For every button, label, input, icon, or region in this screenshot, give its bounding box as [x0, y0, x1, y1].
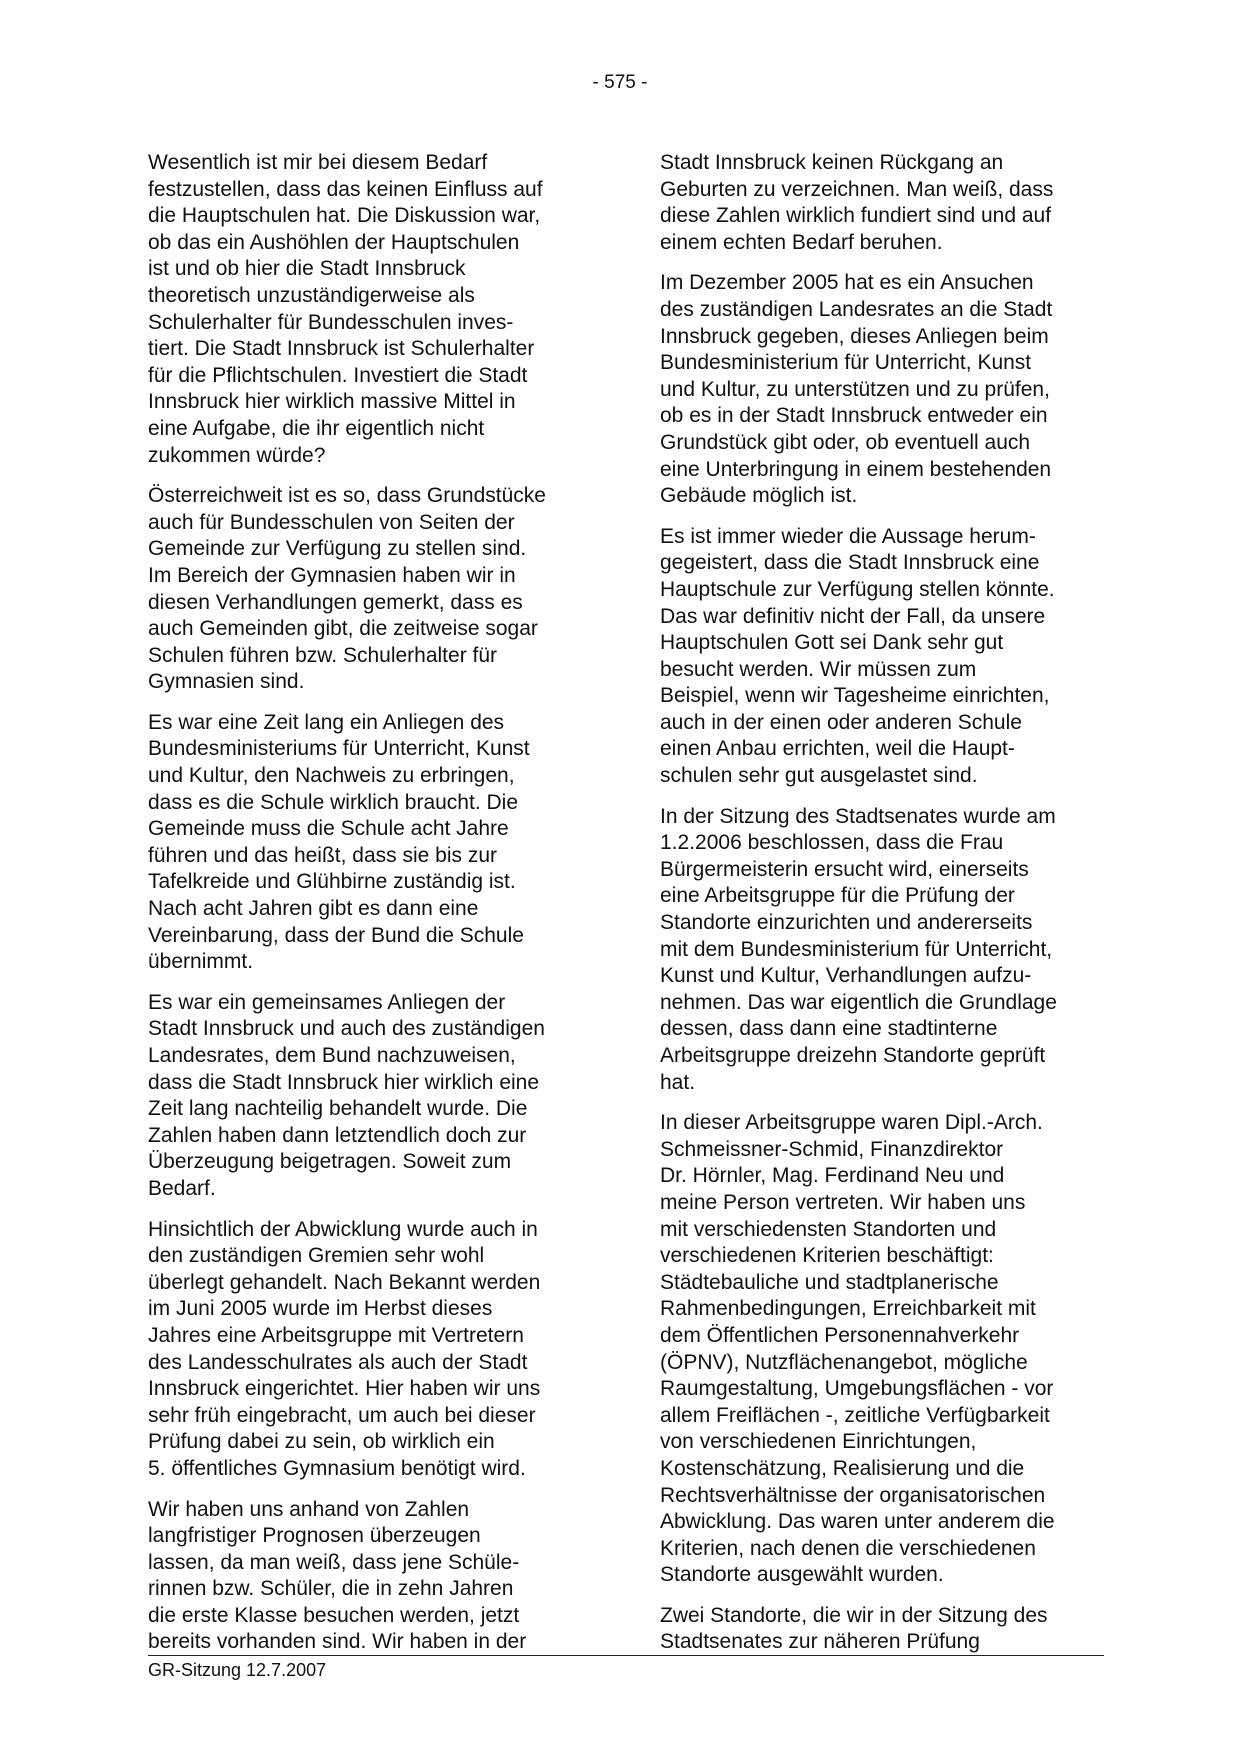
paragraph: Wesentlich ist mir bei diesem Bedarf festzustellen, dass das keinen Einfluss auf die Hauptschulen hat. Die Diskussion war, ob das ein Aushöhlen der Hauptschulen ist und ob hier die Stadt Innsbruck theoretisch unzuständigerweise als Schulerhalter für Bundesschulen inves- tiert. Die Stadt Innsbruck ist Schulerhalter für die Pflichtschulen. Investiert die Stadt Innsbruck hier wirklich massive Mittel in eine Aufgabe, die ihr eigentlich nicht zukommen würde?	[148, 151, 543, 467]
paragraph: In dieser Arbeitsgruppe waren Dipl.-Arch. Schmeissner-Schmid, Finanzdirektor Dr. Hörnler, Mag. Ferdinand Neu und meine Person vertreten. Wir haben uns mit verschiedensten Standorten und verschiedenen Kriterien beschäftigt: Städtebauliche und stadtplanerische Rahmenbedingungen, Erreichbarkeit mit dem Öffentlichen Personennahverkehr (ÖPNV), Nutzflächenangebot, mögliche Raumgestaltung, Umgebungsflächen - vor allem Freiflächen -, zeitliche Verfügbarkeit von verschiedenen Einrichtungen, Kostenschätzung, Realisierung und die Rechtsverhältnisse der organisatorischen Abwicklung. Das waren unter anderem die Kriterien, nach denen die verschiedenen Standorte ausgewählt wurden.	[660, 1111, 1055, 1587]
paragraph: Wir haben uns anhand von Zahlen langfristiger Prognosen überzeugen lassen, da man weiß, dass jene Schüle- rinnen bzw. Schüler, die in zehn Jahren die erste Klasse besuchen werden, jetzt bereits vorhanden sind. Wir haben in der	[148, 1497, 527, 1654]
right-column	[660, 150, 1105, 1670]
paragraph: Zwei Standorte, die wir in der Sitzung des Stadtsenates zur näheren Prüfung	[660, 1603, 1048, 1654]
paragraph: Im Dezember 2005 hat es ein Ansuchen des zuständigen Landesrates an die Stadt Innsbruck gegeben, dieses Anliegen beim Bundesministerium für Unterricht, Kunst und Kultur, zu unterstützen und zu prüfen, ob es in der Stadt Innsbruck entweder ein Grundstück gibt oder, ob eventuell auch eine Unterbringung in einem bestehenden Gebäude möglich ist.	[660, 271, 1053, 508]
paragraph: Österreichweit ist es so, dass Grundstücke auch für Bundesschulen von Seiten der Gemeinde zur Verfügung zu stellen sind. Im Bereich der Gymnasien haben wir in diesen Verhandlungen gemerkt, dass es auch Gemeinden gibt, die zeitweise sogar Schulen führen bzw. Schulerhalter für Gymnasien sind.	[148, 484, 546, 694]
paragraph: Hinsichtlich der Abwicklung wurde auch in den zuständigen Gremien sehr wohl überlegt gehandelt. Nach Bekannt werden im Juni 2005 wurde im Herbst dieses Jahres eine Arbeitsgruppe mit Vertretern des Landesschulrates als auch der Stadt Innsbruck eingerichtet. Hier haben wir uns sehr früh eingebracht, um auch bei dieser Prüfung dabei zu sein, ob wirklich ein 5. öffentliches Gymnasium benötigt wird.	[148, 1217, 541, 1480]
footer-text: GR-Sitzung 12.7.2007	[148, 1660, 327, 1680]
paragraph: Es war eine Zeit lang ein Anliegen des Bundesministeriums für Unterricht, Kunst und Kultur, den Nachweis zu erbringen, dass es die Schule wirklich braucht. Die Gemeinde muss die Schule acht Jahre führen und das heißt, dass sie bis zur Tafelkreide und Glühbirne zuständig ist. Nach acht Jahren gibt es dann eine Vereinbarung, dass der Bund die Schule übernimmt.	[148, 710, 530, 974]
paragraph: Es ist immer wieder die Aussage herum- gegeistert, dass die Stadt Innsbruck eine Hauptschule zur Verfügung stellen könnte. Das war definitiv nicht der Fall, da unsere Hauptschulen Gott sei Dank sehr gut besucht werden. Wir müssen zum Beispiel, wenn wir Tagesheime einrichten, auch in der einen oder anderen Schule einen Anbau errichten, weil die Haupt- schulen sehr gut ausgelastet sind.	[660, 524, 1055, 788]
footer-divider	[148, 1655, 1104, 1656]
page-number: - 575 -	[592, 72, 648, 93]
paragraph: In der Sitzung des Stadtsenates wurde am 1.2.2006 beschlossen, dass die Frau Bürgermeisterin ersucht wird, einerseits eine Arbeitsgruppe für die Prüfung der Standorte einzurichten und andererseits mit dem Bundesministerium für Unterricht, Kunst und Kultur, Verhandlungen aufzu- nehmen. Das war eigentlich die Grundlage dessen, dass dann eine stadtinterne Arbeitsgruppe dreizehn Standorte geprüft hat.	[660, 804, 1057, 1094]
paragraph: Stadt Innsbruck keinen Rückgang an Geburten zu verzeichnen. Man weiß, dass diese Zahlen wirklich fundiert sind und auf einem echten Bedarf beruhen.	[660, 151, 1054, 254]
paragraph: Es war ein gemeinsames Anliegen der Stadt Innsbruck und auch des zuständigen Landesrates, dem Bund nachzuweisen, dass die Stadt Innsbruck hier wirklich eine Zeit lang nachteilig behandelt wurde. Die Zahlen haben dann letztendlich doch zur Überzeugung beigetragen. Soweit zum Bedarf.	[148, 990, 545, 1200]
left-column	[148, 150, 593, 1670]
